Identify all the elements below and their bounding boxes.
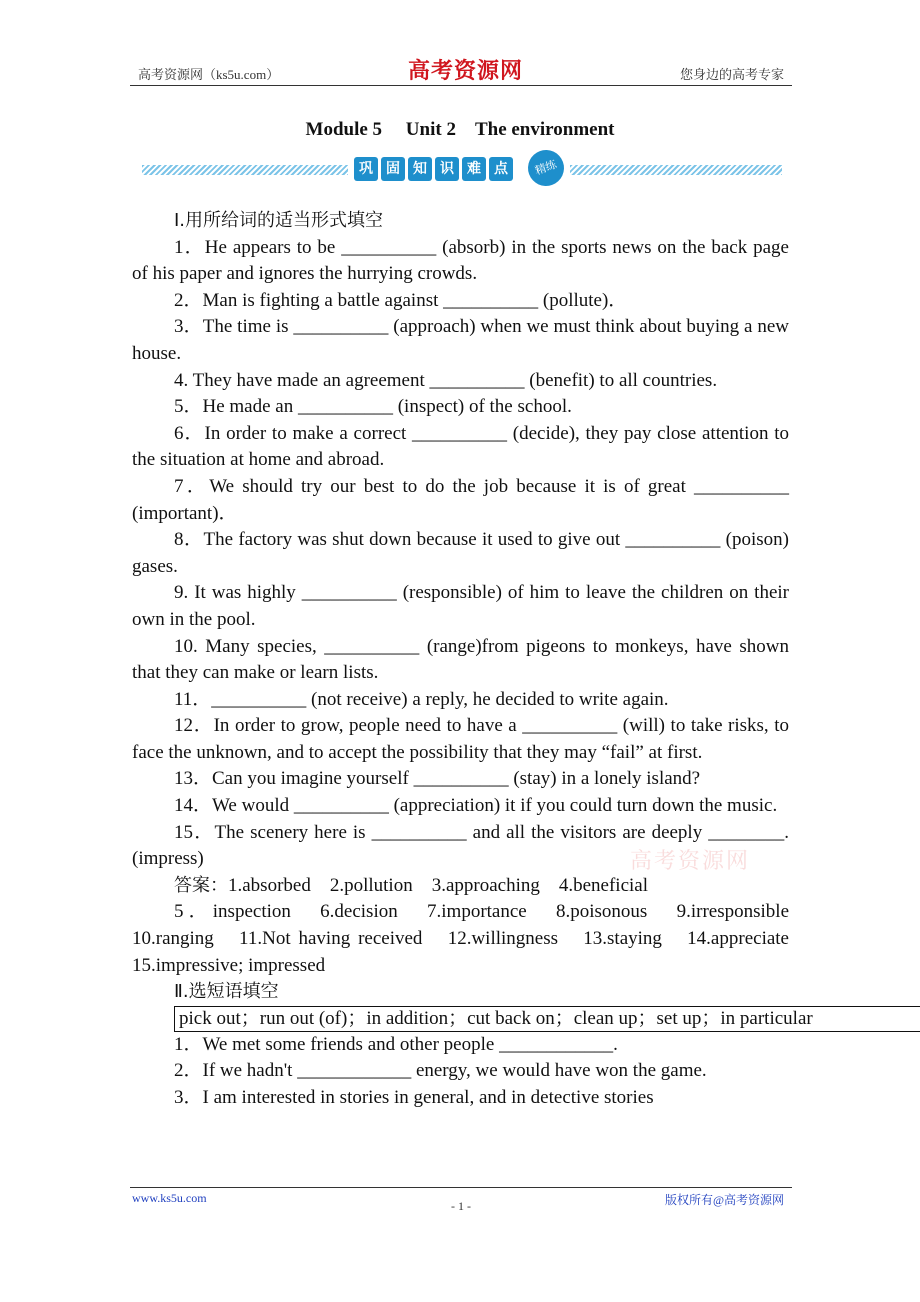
exercise-item: 3．The time is __________ (approach) when we must think about buying a new house.	[132, 316, 789, 364]
exercise-item: 8．The factory was shut down because it used to give out __________ (poison) gases.	[132, 529, 789, 577]
banner-stripe-left	[142, 165, 348, 175]
answers-label: 答案：	[174, 874, 228, 896]
header-site-label: 高考资源网（ks5u.com）	[138, 67, 280, 82]
section-banner	[142, 150, 782, 190]
answers-first: 1.absorbed 2.pollution 3.approaching 4.beneficial	[228, 874, 649, 896]
page-footer	[130, 1187, 792, 1227]
exercise-item: 4. They have made an agreement __________ (benefit) to all countries.	[174, 369, 718, 391]
exercise-item: 2．If we hadn't ____________ energy, we would have won the game.	[174, 1060, 707, 1082]
exercise-item: 5．He made an __________ (inspect) of the school.	[174, 396, 572, 418]
exercise-item: 6．In order to make a correct __________ (decide), they pay close attention to the situation at home and abroad.	[132, 422, 789, 471]
banner-char: 识	[435, 157, 459, 181]
banner-char: 固	[381, 157, 405, 181]
footer-link[interactable]: www.ks5u.com	[132, 1191, 207, 1205]
section-2-heading: Ⅱ.选短语填空	[174, 981, 279, 1003]
exercise-item: 10. Many species, __________ (range)from pigeons to monkeys, have shown that they can make or learn lists.	[132, 635, 789, 684]
banner-badge: 精练	[523, 145, 569, 191]
exercise-item: 1．We met some friends and other people ____________.	[174, 1033, 618, 1055]
header-slogan: 您身边的高考专家	[679, 67, 784, 82]
footer-rule	[130, 1187, 792, 1188]
exercise-item: 9. It was highly __________ (responsible) of him to leave the children on their own in the pool.	[132, 582, 789, 630]
banner-char: 知	[408, 157, 432, 181]
banner-stripe-right	[570, 165, 782, 175]
exercise-item: 13．Can you imagine yourself __________ (stay) in a lonely island?	[174, 768, 701, 790]
exercise-item: 11．__________ (not receive) a reply, he decided to write again.	[174, 688, 669, 710]
document-title: Module 5 Unit 2 The environment	[305, 119, 615, 140]
exercise-item: 15．The scenery here is __________ and all the visitors are deeply ________.(impress)	[132, 821, 789, 870]
header-logo: 高考资源网	[408, 58, 524, 83]
exercise-content	[132, 208, 813, 1112]
watermark: 高考资源网	[630, 849, 751, 874]
section-1-heading: Ⅰ.用所给词的适当形式填空	[174, 210, 384, 231]
banner-char: 点	[489, 157, 513, 181]
banner-char: 难	[462, 157, 486, 181]
exercise-item: 3．I am interested in stories in general, and in detective stories	[174, 1087, 654, 1108]
footer-copyright: 版权所有@高考资源网	[664, 1193, 784, 1207]
exercise-item: 12．In order to grow, people need to have a __________ (will) to take risks, to face the unknown, and to accept the possibility that they may “fail” at first.	[132, 715, 789, 763]
answers-line	[132, 873, 789, 900]
exercise-item: 2．Man is fighting a battle against __________ (pollute)．	[174, 289, 628, 311]
page-header	[130, 58, 792, 88]
page-number: - 1 -	[451, 1199, 471, 1213]
exercise-item: 1．He appears to be __________ (absorb) in the sports news on the back page of his paper and ignores the hurrying crowds.	[132, 236, 789, 285]
phrase-box: pick out；run out (of)；in addition；cut back on；clean up；set up；in particular	[174, 1006, 920, 1032]
answers-rest: 5．inspection 6.decision 7.importance 8.poisonous 9.irresponsible 10.ranging 11.Not having received 12.willingness 13.staying 14.appreciate 15.impressive; impressed	[132, 901, 809, 976]
exercise-item: 7．We should try our best to do the job because it is of great __________ (important)．	[132, 475, 789, 524]
banner-char: 巩	[354, 157, 378, 181]
banner-boxes	[354, 157, 513, 181]
exercise-item: 14．We would __________ (appreciation) it if you could turn down the music.	[174, 795, 778, 817]
header-rule	[130, 85, 792, 86]
